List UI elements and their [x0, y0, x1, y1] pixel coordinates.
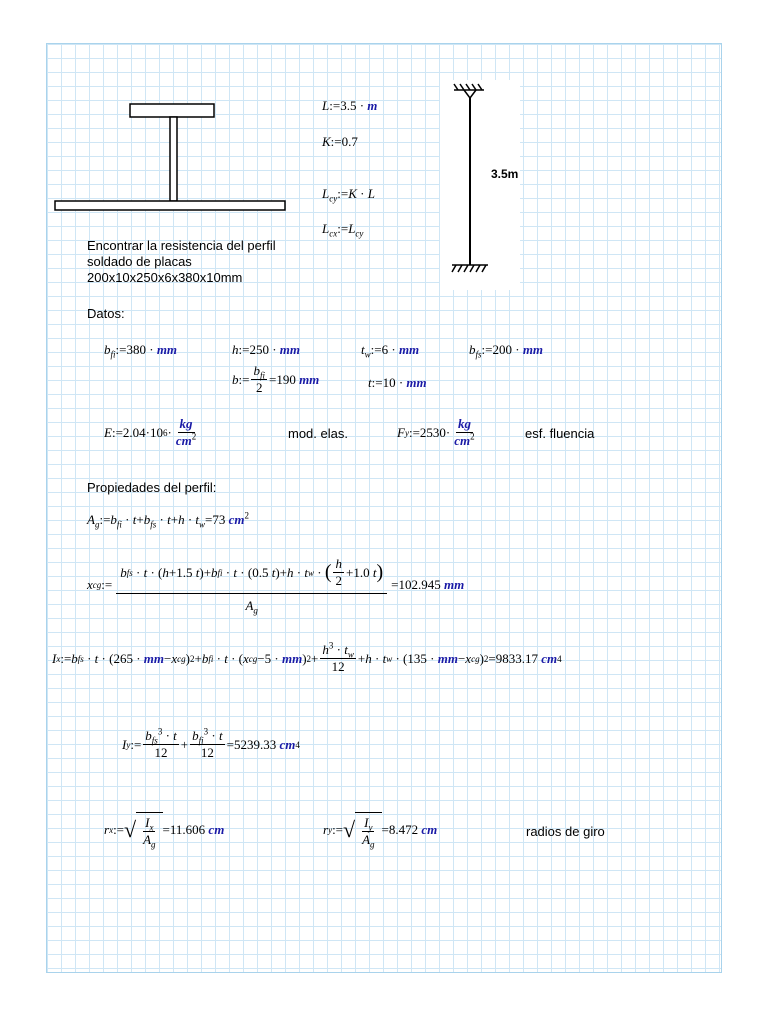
def-L: L:=3.5 · m	[322, 98, 378, 113]
Ix-formula: I x := b fs · t · ( 265 · mm − x cg ) 2 + b fi · t · ( x cg − 5 · mm ) 2 + $\frac{h^3 \cdot t_w}{12}$ + h · t w · ( 135 · mm − x cg ) 2 = 9833.17 cm 4	[52, 640, 562, 674]
def-Lcy: $L_{cy}:=K \cdot L$	[322, 186, 375, 204]
propiedades-label: Propiedades del perfil:	[87, 480, 217, 495]
def-K: K:=0.7	[322, 134, 358, 149]
web	[170, 117, 177, 201]
datos-t: t:=10 · mm	[368, 375, 427, 390]
E-note: mod. elas.	[288, 426, 348, 441]
column-sketch	[440, 80, 520, 290]
datos-h: h:=250 · mm	[232, 342, 301, 357]
E-definition: E := 2.04 · 10 6 · $\frac{kg}{cm^2}$	[104, 416, 197, 448]
i-section-drawing	[50, 98, 290, 216]
Iy-formula: I y := $\frac{b_{fs}^3 \cdot t}{12}$ + $\frac{b_{fi}^3 \cdot t}{12}$ = 5239.33 cm 4	[122, 726, 300, 760]
Ag-formula: $A_g:=b_{fi} \cdot t+b_{fs} \cdot t+h \cdot t_w=73$ $cm^2$	[87, 510, 250, 530]
datos-label: Datos:	[87, 306, 125, 321]
radios-label: radios de giro	[526, 824, 605, 839]
top-flange	[130, 104, 214, 117]
intro-text: Encontrar la resistencia del perfil soldado de placas 200x10x250x6x380x10mm	[87, 238, 276, 285]
datos-tw: $t_w:=6$ · mm	[361, 342, 420, 360]
datos-bfi: $b_{fi}:=380$ · mm	[104, 342, 178, 360]
Fy-definition: F y := 2530 · $\frac{kg}{cm^2}$	[397, 416, 475, 448]
def-Lcx: $L_{cx}:=L_{cy}$	[322, 221, 364, 239]
column-length-label: 3.5m	[491, 167, 519, 181]
Fy-note: esf. fluencia	[525, 426, 595, 441]
ry-formula: r y := √ $\frac{I_y}{A_g}$ = 8.472 cm	[323, 812, 437, 848]
xcg-formula: x cg := b fs · t · ( h + 1.5 t )+ b fi · t · ( 0.5 t )+ h · t w · ( $\frac{h}{2}$ + 1.0 t ) $A_g$ = 102.945 mm	[87, 556, 465, 616]
datos-bfs: $b_{fs}:=200$ · mm	[469, 342, 544, 360]
datos-b: b := $\frac{b_{fi}}{2}$ = 190 mm	[232, 363, 320, 395]
bottom-flange	[55, 201, 285, 210]
rx-formula: r x := √ $\frac{I_x}{A_g}$ = 11.606 cm	[104, 812, 224, 848]
